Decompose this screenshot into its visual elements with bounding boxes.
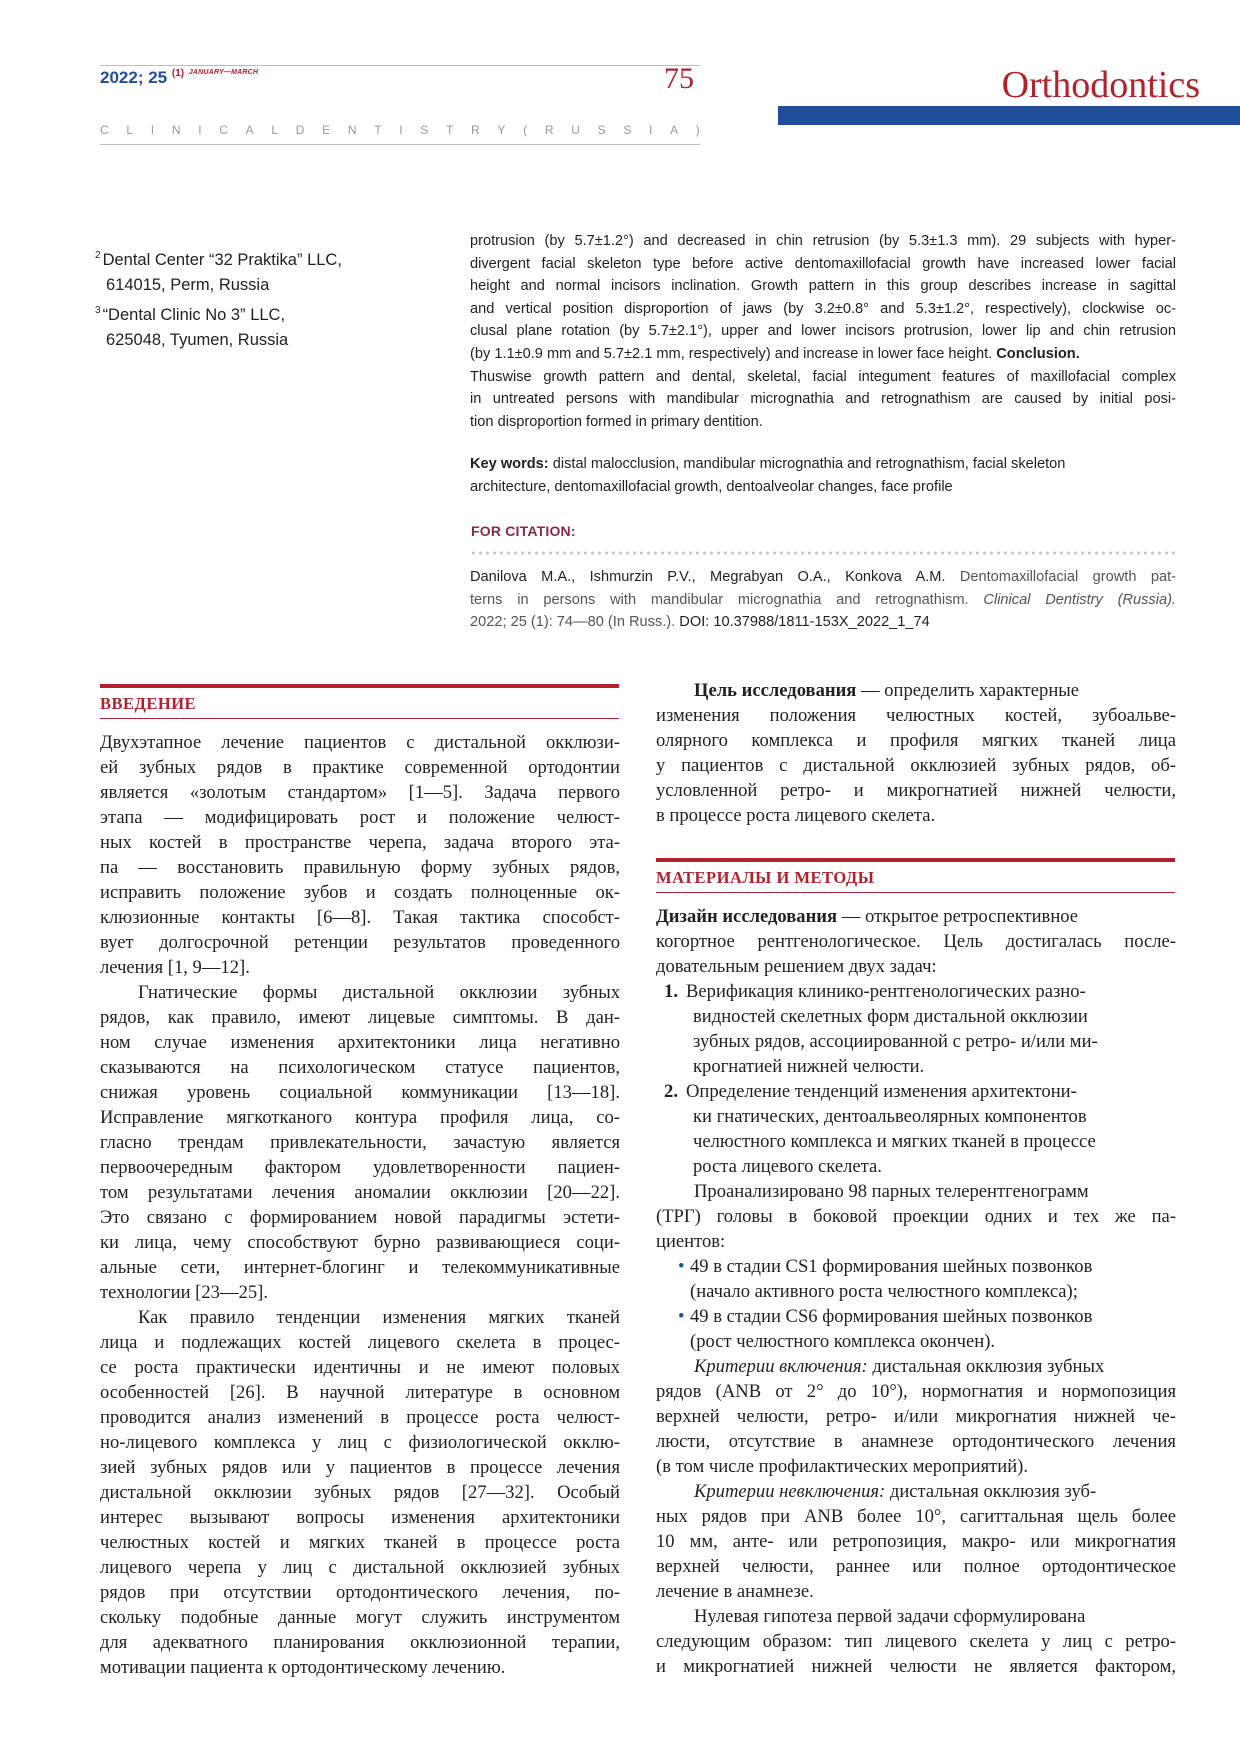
intro-heading-underline	[100, 718, 619, 719]
abstract-line: protrusion (by 5.7±1.2°) and decreased in chin retrusion (by 5.3±1.3 mm). 29 subjects with hyper-	[470, 233, 1176, 249]
journal-letter: C	[219, 123, 228, 137]
journal-letter: U	[571, 123, 580, 137]
page-number: 75	[664, 62, 694, 95]
methods-body: Дизайн исследования — открытое ретроспективное когортное рентгенологическое. Цель достигалась после- довательным решением двух задач: 1. Верификация клинико-рентгенологических разно- видностей скелетных форм дистальной окклюзии зубных рядов, ассоциированной с ретро- и/или ми- крогнатией нижней челюсти. 2. Определение тенденций изменения архитектони- ки гнатических, дентоальвеолярных компонентов челюстного комплекса и мягких тканей в процессе роста лицевого скелета. Проанализировано 98 парных телерентгенограмм (ТРГ) головы в боковой проекции одних и тех же па- циентов: • 49 в стадии CS1 формирования шейных позвонков (начало активного роста челюстного комплекса); • 49 в стадии CS6 формирования шейных позвонков (рост челюстного комплекса окончен). Критерии включения: дистальная окклюзия зубных рядов (ANB от 2° до 10°), нормогнатия и нормопозиция верхней челюсти, ретро- и/или микрогнатия нижней че- люсти, отсутствие в анамнезе ортодонтического лечения (в том числе профилактических мероприятий). Критерии невключения: дистальная окклюзия зуб- ных рядов при ANB более 10°, сагиттальная щель более 10 мм, анте- или ретропозиция, макро- или микрогнатия верхней челюсти, раннее или полное ортодонтическое лечение в анамнезе. Нулевая гипотеза первой задачи сформулирована следующим образом: тип лицевого скелета у лиц с ретро- и микрогнатией нижней челюсти не является фактором,	[656, 906, 1176, 1677]
journal-letter: R	[471, 123, 480, 137]
citation-title-2: terns in persons with mandibular micrognathia and retrognathism.	[470, 591, 969, 608]
task-item: 2. Определение тенденций изменения архитектони-	[664, 1081, 1077, 1102]
aim-bold: Цель исследования	[694, 680, 857, 701]
aim-paragraph: Цель исследования — определить характерные изменения положения челюстных костей, зубоальве- олярного комплекса и профиля мягких тканей лица у пациентов с дистальной окклюзией зубных рядов, об- условленной ретро- и микрогнатией нижней челюсти, в процессе роста лицевого скелета.	[656, 680, 1176, 826]
design-bold: Дизайн исследования	[656, 906, 838, 927]
intro-line: дистальной окклюзии зубных рядов [27—32]. Особый	[100, 1482, 620, 1503]
journal-letter: R	[544, 123, 554, 137]
issue-number: (1)	[171, 68, 185, 79]
journal-letter: I	[649, 123, 653, 137]
journal-letter: D	[295, 123, 305, 137]
journal-letter: L	[126, 123, 134, 137]
intro-line: скольку подобные данные могут служить инструментом	[100, 1607, 620, 1628]
intro-line: вует долгосрочной ретенции результатов проведенного	[100, 932, 620, 953]
journal-letter: )	[695, 123, 700, 137]
journal-letter: S	[623, 123, 632, 137]
abstract-line: and vertical position disproportion of jaws (by 3.2±0.8° and 5.3±1.2°, respectively), clockwise oc-	[470, 300, 1176, 317]
keywords-label: Key words:	[470, 456, 549, 472]
citation-doi[interactable]: DOI: 10.37988/1811-153X_2022_1_74	[679, 614, 930, 631]
intro-line: исправить положение зубов и создать полноценные ок-	[100, 882, 620, 903]
citation-heading: FOR CITATION:	[471, 523, 576, 539]
dotted-divider	[470, 551, 1176, 555]
intro-line: лицевого черепа у лиц с дистальной окклюзией зубных	[100, 1557, 620, 1578]
abstract-text	[470, 230, 1176, 433]
intro-line: рядов, как правило, имеют лицевые симптомы. В дан-	[100, 1007, 620, 1028]
intro-line: особенностей [26]. В научной литературе в основном	[100, 1382, 620, 1403]
intro-line: сказываются на психологическом статусе пациентов,	[100, 1057, 620, 1078]
journal-letter: L	[271, 123, 279, 137]
intro-line: гласно трендам привлекательности, зачастую является	[100, 1132, 620, 1153]
intro-line: альные сети, интернет-блогинг и телекоммуникативные	[100, 1257, 620, 1278]
journal-letter: S	[420, 123, 429, 137]
header-top-rule	[100, 65, 700, 66]
intro-line: но-лицевого комплекса у лиц с физиологической окклю-	[100, 1432, 620, 1453]
inclusion-label: Критерии включения:	[694, 1356, 868, 1377]
abstract-line: tion disproportion formed in primary dentition.	[470, 413, 763, 430]
intro-line: для адекватного планирования окклюзионной терапии,	[100, 1632, 620, 1653]
citation-journal: Clinical Dentistry (Russia).	[983, 591, 1176, 608]
journal-letter: C	[100, 123, 109, 137]
stage-item: • 49 в стадии CS6 формирования шейных позвонков	[678, 1306, 1093, 1327]
citation-text	[470, 566, 1176, 634]
journal-letter: Y	[497, 123, 506, 137]
exclusion-label: Критерии невключения:	[694, 1481, 886, 1502]
journal-letter: I	[198, 123, 202, 137]
intro-line: является «золотым стандартом» [1—5]. Задача первого	[100, 782, 620, 803]
affiliation-3-line2: 625048, Tyumen, Russia	[106, 331, 289, 349]
intro-body	[100, 730, 620, 1680]
intro-line: ных костей в пространстве черепа, задача второго эта-	[100, 832, 620, 853]
intro-line: проводится анализ изменений в процессе роста челюст-	[100, 1407, 620, 1428]
citation-details: 2022; 25 (1): 74—80 (In Russ.).	[470, 614, 676, 631]
journal-letter: N	[171, 123, 181, 137]
year-volume: 2022; 25	[100, 68, 168, 87]
keywords-line2: architecture, dentomaxillofacial growth, dentoalveolar changes, face profile	[470, 478, 953, 495]
bullet-icon: •	[678, 1256, 685, 1277]
intro-line: клюзионные контакты [6—8]. Такая тактика способст-	[100, 907, 620, 928]
abstract-line: height and normal incisors inclination. Growth pattern in this group describes increase in sagittal	[470, 278, 1176, 295]
intro-line: Как правило тенденции изменения мягких тканей	[138, 1307, 620, 1328]
abstract-line: clusal plane rotation (by 5.7±2.1°), upper and lower incisors protrusion, lower lip and chin retrusion	[470, 323, 1176, 340]
intro-line: ей зубных рядов в практике современной ортодонтии	[100, 757, 620, 778]
stage-item: • 49 в стадии CS1 формирования шейных позвонков	[678, 1256, 1093, 1277]
intro-line: ки лица, чему способствуют бурно развивающиеся соци-	[100, 1232, 620, 1253]
abstract-line: Thuswise growth pattern and dental, skeletal, facial integument features of maxillofacial complex	[470, 368, 1176, 385]
citation-authors: Danilova M.A., Ishmurzin P.V., Megrabyan O.A., Konkova A.M.	[470, 569, 946, 585]
journal-letter: T	[374, 123, 382, 137]
journal-letter: (	[523, 123, 528, 137]
affiliation-3-line1: $^3$ “Dental Clinic No 3” LLC,	[95, 305, 286, 324]
bullet-icon: •	[678, 1306, 685, 1327]
journal-letter: A	[670, 123, 679, 137]
keywords	[470, 453, 1176, 498]
intro-line: па — восстановить правильную форму зубных рядов,	[100, 857, 620, 878]
intro-line: первоочередным фактором удовлетворенности пациен-	[100, 1157, 620, 1178]
section-color-bar	[778, 106, 1240, 125]
header-bottom-rule	[100, 144, 700, 145]
intro-line: лечения [1, 9—12].	[100, 957, 250, 978]
abstract-line: divergent facial skeleton type before active dentomaxillofacial growth have increased lower facial	[470, 255, 1176, 272]
intro-heading: ВВЕДЕНИЕ	[100, 694, 197, 713]
methods-heading-underline	[656, 892, 1175, 893]
intro-line: Это связано с формированием новой парадигмы эстети-	[100, 1207, 620, 1228]
intro-line: Двухэтапное лечение пациентов с дистальной окклюзи-	[100, 732, 620, 753]
journal-letter: S	[597, 123, 606, 137]
intro-line: зией зубных рядов или у пациентов в процессе лечения	[100, 1457, 620, 1478]
conclusion-label: Conclusion.	[996, 345, 1080, 362]
journal-letter: E	[322, 123, 331, 137]
intro-line: мотивации пациента к ортодонтическому лечению.	[100, 1657, 506, 1678]
intro-line: интерес вызывают вопросы изменения архитектоники	[100, 1507, 620, 1528]
intro-line: Исправление мягкотканого контура профиля лица, со-	[100, 1107, 620, 1128]
citation-title-1: Dentomaxillofacial growth pat-	[959, 569, 1177, 585]
methods-heading-bar	[656, 858, 1175, 862]
methods-heading: МАТЕРИАЛЫ И МЕТОДЫ	[656, 868, 875, 887]
intro-line: челюстных костей и мягких тканей в процессе роста	[100, 1532, 620, 1553]
task-list: 1. Верификация клинико-рентгенологических разно- видностей скелетных форм дистальной окклюзии зубных рядов, ассоциированной с ретро- и/или ми- крогнатией нижней челюсти. 2. Определение тенденций изменения архитектони- ки гнатических, дентоальвеолярных компонентов челюстного комплекса и мягких тканей в процессе роста лицевого скелета.	[656, 979, 1176, 1179]
issue-info	[100, 68, 258, 88]
affiliations	[95, 243, 425, 353]
intro-line: лица и подлежащих костей лицевого скелета в процес-	[100, 1332, 620, 1353]
intro-heading-bar	[100, 684, 619, 688]
intro-line: том результатами лечения аномалии окклюзии [20—22].	[100, 1182, 620, 1203]
affiliation-2-line1: $^2$ Dental Center “32 Praktika” LLC,	[95, 250, 342, 269]
abstract-line: (by 1.1±0.9 mm and 5.7±2.1 mm, respectively) and increase in lower face height. Conclusion.	[470, 345, 1080, 362]
intro-line: этапа — модифицировать рост и положение челюст-	[100, 807, 620, 828]
journal-letter: I	[399, 123, 403, 137]
journal-letter: T	[446, 123, 454, 137]
intro-line: рядов при отсутствии ортодонтического лечения, по-	[100, 1582, 620, 1603]
task-item: 1. Верификация клинико-рентгенологических разно-	[664, 981, 1086, 1002]
intro-line: ном случае изменения архитектоники лица негативно	[100, 1032, 620, 1053]
issue-months: JANUARY—MARCH	[188, 69, 259, 76]
affiliation-2-line2: 614015, Perm, Russia	[106, 276, 270, 294]
intro-line: технологии [23—25].	[100, 1282, 268, 1303]
intro-line: снижая уровень социальной коммуникации [13—18].	[100, 1082, 620, 1103]
journal-letter: N	[347, 123, 357, 137]
journal-letter: A	[245, 123, 254, 137]
intro-line: Гнатические формы дистальной окклюзии зубных	[138, 982, 620, 1003]
journal-name	[100, 123, 700, 137]
intro-line: се роста практически идентичны и не имеют половых	[100, 1357, 620, 1378]
stage-list: • 49 в стадии CS1 формирования шейных позвонков (начало активного роста челюстного комплекса); • 49 в стадии CS6 формирования шейных позвонков (рост челюстного комплекса окончен).	[656, 1254, 1176, 1354]
keywords-line1: distal malocclusion, mandibular micrognathia and retrognathism, facial skeleton	[552, 456, 1066, 472]
abstract-line: in untreated persons with mandibular micrognathia and retrognathism are caused by initial posi-	[470, 391, 1176, 408]
journal-letter: I	[150, 123, 155, 137]
section-title: Orthodontics	[1001, 64, 1200, 106]
